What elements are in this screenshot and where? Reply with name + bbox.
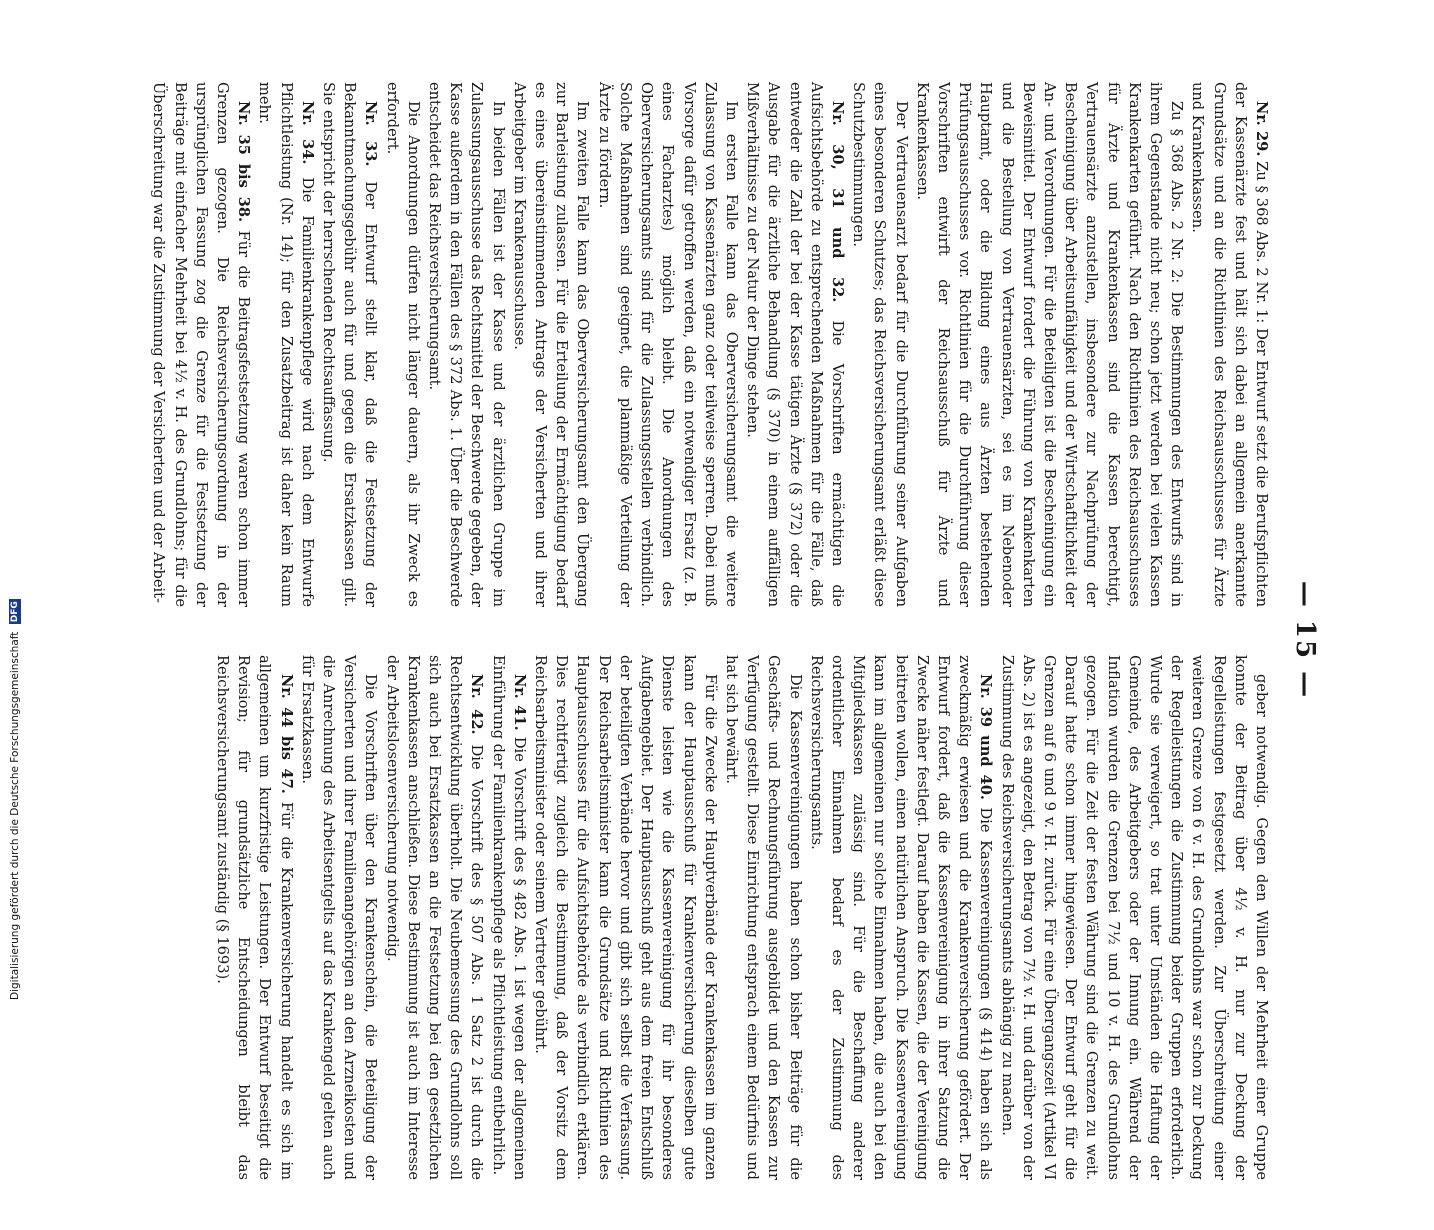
paragraph-text: Für die Krankenversicherung handelt es sich im allgemeinen um kurzfristige Leistungen. Der Entwurf beseitigt die Revision; für grundsätzliche Entscheidungen bleibt das Reichsversicherungsamt zuständig (§ 1693). (214, 655, 295, 1180)
paragraph (148, 82, 254, 607)
paragraph (721, 655, 806, 1180)
page-number: — 15 — (1290, 580, 1320, 700)
section-heading: Nr. 30, 31 und 32. (828, 100, 846, 303)
credit-text: Digitalisierung gefördert durch die Deutsche Forschungsgemeinschaft (9, 631, 21, 1000)
paragraph-text: Der Entwurf stellt klar, daß die Festsetzung der Bekanntmachungsgebühr auch für und gegen die Ersatzkassen gilt. Sie entspricht der herrschenden Rechtsauffassung. (320, 82, 380, 607)
section-heading: Nr. 29. (1253, 100, 1270, 157)
paragraph-text: Die Kassenvereinigungen (§ 414) haben sich als zweckmäßig erwiesen und die Krankenversicherung gefördert. Der Entwurf fordert, daß die Kassenvereinigung in ihrer Satzung die Zwecke näher festlegt. Darauf haben die Kassen, die der Vereinigung beitreten wollen, einen natürlichen Anspruch. Die Kassenvereinigung kann im allgemeinen nur solche Einnahmen haben, die auch bei den Mitgliedskassen zulässig sind. Für die Beschaffung anderer ordentlicher Einnahmen bedarf es der Zustimmung des Reichsversicherungsamts. (807, 655, 995, 1180)
right-column (212, 655, 1272, 1180)
paragraph-text: Die Familienkrankenpflege wird nach dem Entwurfe Pflichtleistung (Nr. 14); für den Zusatzbeitrag ist daher kein Raum mehr. (256, 82, 316, 607)
section-heading: Nr. 34. (298, 100, 316, 165)
paragraph (381, 82, 423, 607)
paragraph-text: In beiden Fällen ist der Kasse und der ärztlichen Gruppe im Zulassungsausschusse das Rechtsmittel der Beschwerde gegeben, der Kasse außerdem in den Fällen des § 372 Abs. 1. Über die Beschwerde entscheidet das Reichsversicherungsamt. (426, 82, 507, 607)
paragraph (212, 655, 297, 1180)
paragraph-text: Die Vorschriften über den Krankenschein, die Beteiligung der Versicherten und ihrer Familienangehörigen an den Arzneikosten und die Anrechnung des Arbeitsentgelts auf das Krankengeld gelten auch für Ersatzkassen. (298, 655, 380, 1180)
paragraph (848, 82, 912, 607)
paragraph (254, 82, 318, 607)
paragraph (297, 655, 382, 1180)
section-heading: Nr. 35 bis 38. (235, 100, 253, 223)
paragraph-text: Für die Beitragsfestsetzung waren schon immer Grenzen gezogen. Die Reichsversicherungsordnung in der ursprünglichen Fassung zog die Grenze für die Festsetzung der Beiträge mit einfacher Mehrheit bei 4½ v. H. des Grundlohns; für die Überschreitung war die Zustimmung der Versicherten und der Arbeit- (150, 82, 253, 607)
paragraph (742, 82, 848, 607)
paragraph-text: Zu § 368 Abs. 2 Nr. 1: Der Entwurf setzt die Berufspflichten der Kassenärzte fest und hält sich dabei an allgemein anerkannte Grundsätze und an die Richtlinien des Reichsausschusses für Ärzte und Krankenkassen. (1189, 82, 1270, 608)
paragraph (318, 82, 382, 607)
paragraph (806, 655, 997, 1180)
section-heading: Nr. 33. (362, 100, 380, 167)
paragraph (424, 82, 509, 607)
paragraph-text: Für die Zwecke der Hauptverbände der Krankenkassen im ganzen kann der Hauptausschuß für Krankenversicherung dieselben gute Dienste leisten wie die Kassenvereinigung für ihr besonderes Aufgabengebiet. Der Hauptausschuß geht aus dem freien Entschluß der beteiligten Verbände hervor und gibt sich selbst die Verfassung. Der Reichsarbeitsminister kann die Grundsätze und Richtlinien des Hauptausschusses für die Aufsichtsbehörde als verbindlich erklären. Dies rechtfertigt zugleich die Bestimmung, daß der Vorsitz dem Reichsarbeitsminister oder seinem Vertreter gebührt. (532, 655, 719, 1180)
paragraph-text: Der Vertrauensarzt bedarf für die Durchführung seiner Aufgaben eines besonderen Schutzes; das Reichsversicherungsamt erläßt diese Schutzbestimmungen. (850, 82, 910, 607)
paragraph-text: Zu § 368 Abs. 2 Nr. 2: Die Bestimmungen des Entwurfs sind in ihrem Gegenstande nicht neu; schon jetzt werden bei vielen Kassen Krankenkarten geführt. Nach den Richtlinien des Reichsausschusses für Ärzte und Krankenkassen sind die Kassen berechtigt, Vertrauensärzte anzustellen, insbesondere zur Nachprüfung der Bescheinigung über Arbeitsunfähigkeit und der Wirtschaftlichkeit der An- und Verordnungen. Für die Beteiligten ist die Bescheinigung ein Beweismittel. Der Entwurf fordert die Führung von Krankenkarten und die Bestellung von Vertrauensärzten, sei es im Nebenoder Hauptamt, oder die Bildung eines aus Ärzten bestehenden Prüfungsausschusses vor. Richtlinien für die Durchführung dieser Vorschriften entwirft der Reichsausschuß für Ärzte und Krankenkassen. (913, 82, 1186, 607)
paragraph-text: Im zweiten Falle kann das Oberversicherungsamt den Übergang zur Barleistung zulassen. Für die Erteilung der Ermächtigung bedarf es eines übereinstimmenden Antrags der Versicherten und ihrer Arbeitgeber im Krankenausschusse. (510, 82, 592, 607)
digitization-credit (2, 0, 28, 1000)
paragraph-text: Die Vorschrift des § 507 Abs. 1 Satz 2 ist durch die Rechtsentwicklung überholt. Die Neubemessung des Grundlohns soll sich auch bei Ersatzkassen an die Festsetzung bei den gesetzlichen Krankenkassen anschließen. Diese Bestimmung ist auch im Interesse der Arbeitslosenversicherung notwendig. (383, 655, 486, 1180)
rotated-page-content (150, 70, 1320, 1210)
paragraph (912, 82, 1188, 607)
paragraph-text: Im ersten Falle kann das Oberversicherungsamt die weitere Zulassung von Kassenärzten ganz oder teilweise sperren. Dabei muß Vorsorge dafür getroffen werden, daß ein notwendiger Ersatz (z. B. eines Facharztes) möglich bleibt. Die Anordnungen des Oberversicherungsamts sind für die Zulassungsstellen verbindlich. Solche Maßnahmen sind geeignet, die planmäßige Verteilung der Ärzte zu fördern. (595, 82, 740, 607)
section-heading: Nr. 39 und 40. (977, 673, 995, 800)
paragraph-text: Die Kassenvereinigungen haben schon bisher Beiträge für die Geschäfts- und Rechnungsführung ausgebildet und den Kassen zur Verfügung gestellt. Diese Einrichtung entsprach einem Bedürfnis und hat sich bewährt. (722, 655, 804, 1180)
section-heading: Nr. 42. (468, 673, 486, 735)
section-heading: Nr. 44 bis 47. (277, 673, 295, 794)
scanned-page (150, 70, 1320, 1230)
paragraph (487, 655, 529, 1180)
paragraph-text: Die Vorschriften ermächtigen die Aufsichtsbehörde zu entsprechenden Maßnahmen für die Fälle, daß entweder die Zahl der bei der Kasse tätigen Ärzte (§ 372) oder die Ausgabe für die ärztliche Behandlung (§ 370) in einem auffälligen Mißverhältnisse zu der Natur der Dinge stehen. (744, 82, 846, 608)
paragraph (594, 82, 742, 607)
left-column (148, 82, 1272, 607)
paragraph-text: Die Anordnungen dürfen nicht länger dauern, als ihr Zweck es erfordert. (383, 82, 422, 607)
paragraph (996, 655, 1272, 1180)
paragraph (1187, 82, 1272, 607)
paragraph (530, 655, 721, 1180)
section-heading: Nr. 41. (510, 673, 528, 731)
paragraph (381, 655, 487, 1180)
paragraph (509, 82, 594, 607)
paragraph-text: geber notwendig. Gegen den Willen der Mehrheit einer Gruppe konnte der Beitrag über 4½ v. H. nur zur Deckung der Regelleistungen festgesetzt werden. Zur Überschreitung einer weiteren Grenze von 6 v. H. des Grundlohns war schon zur Deckung der Regelleistungen die Zustimmung beider Gruppen erforderlich. Wurde sie verweigert, so trat unter Umständen die Haftung der Gemeinde, des Arbeitgebers oder der Innung ein. Während der Inflation wurden die Grenzen bei 7½ und 10 v. H. des Grundlohns gezogen. Für die Zeit der festen Währung sind die Grenzen zu weit. Darauf hatte schon immer hingewiesen. Der Entwurf geht für die Grenzen auf 6 und 9 v. H. zurück. Für eine Übergangszeit (Artikel VI Abs. 2) ist es angezeigt, den Betrag von 7½ v. H. und darüber von der Zustimmung des Reichsversicherungsamts abhängig zu machen. (998, 655, 1270, 1180)
paragraph-text: Die Vorschrift des § 482 Abs. 1 ist wegen der allgemeinen Einführung der Familienkrankenpflege als Pflichtleistung entbehrlich. (489, 655, 528, 1180)
dfg-logo-icon: DFG (10, 601, 20, 623)
